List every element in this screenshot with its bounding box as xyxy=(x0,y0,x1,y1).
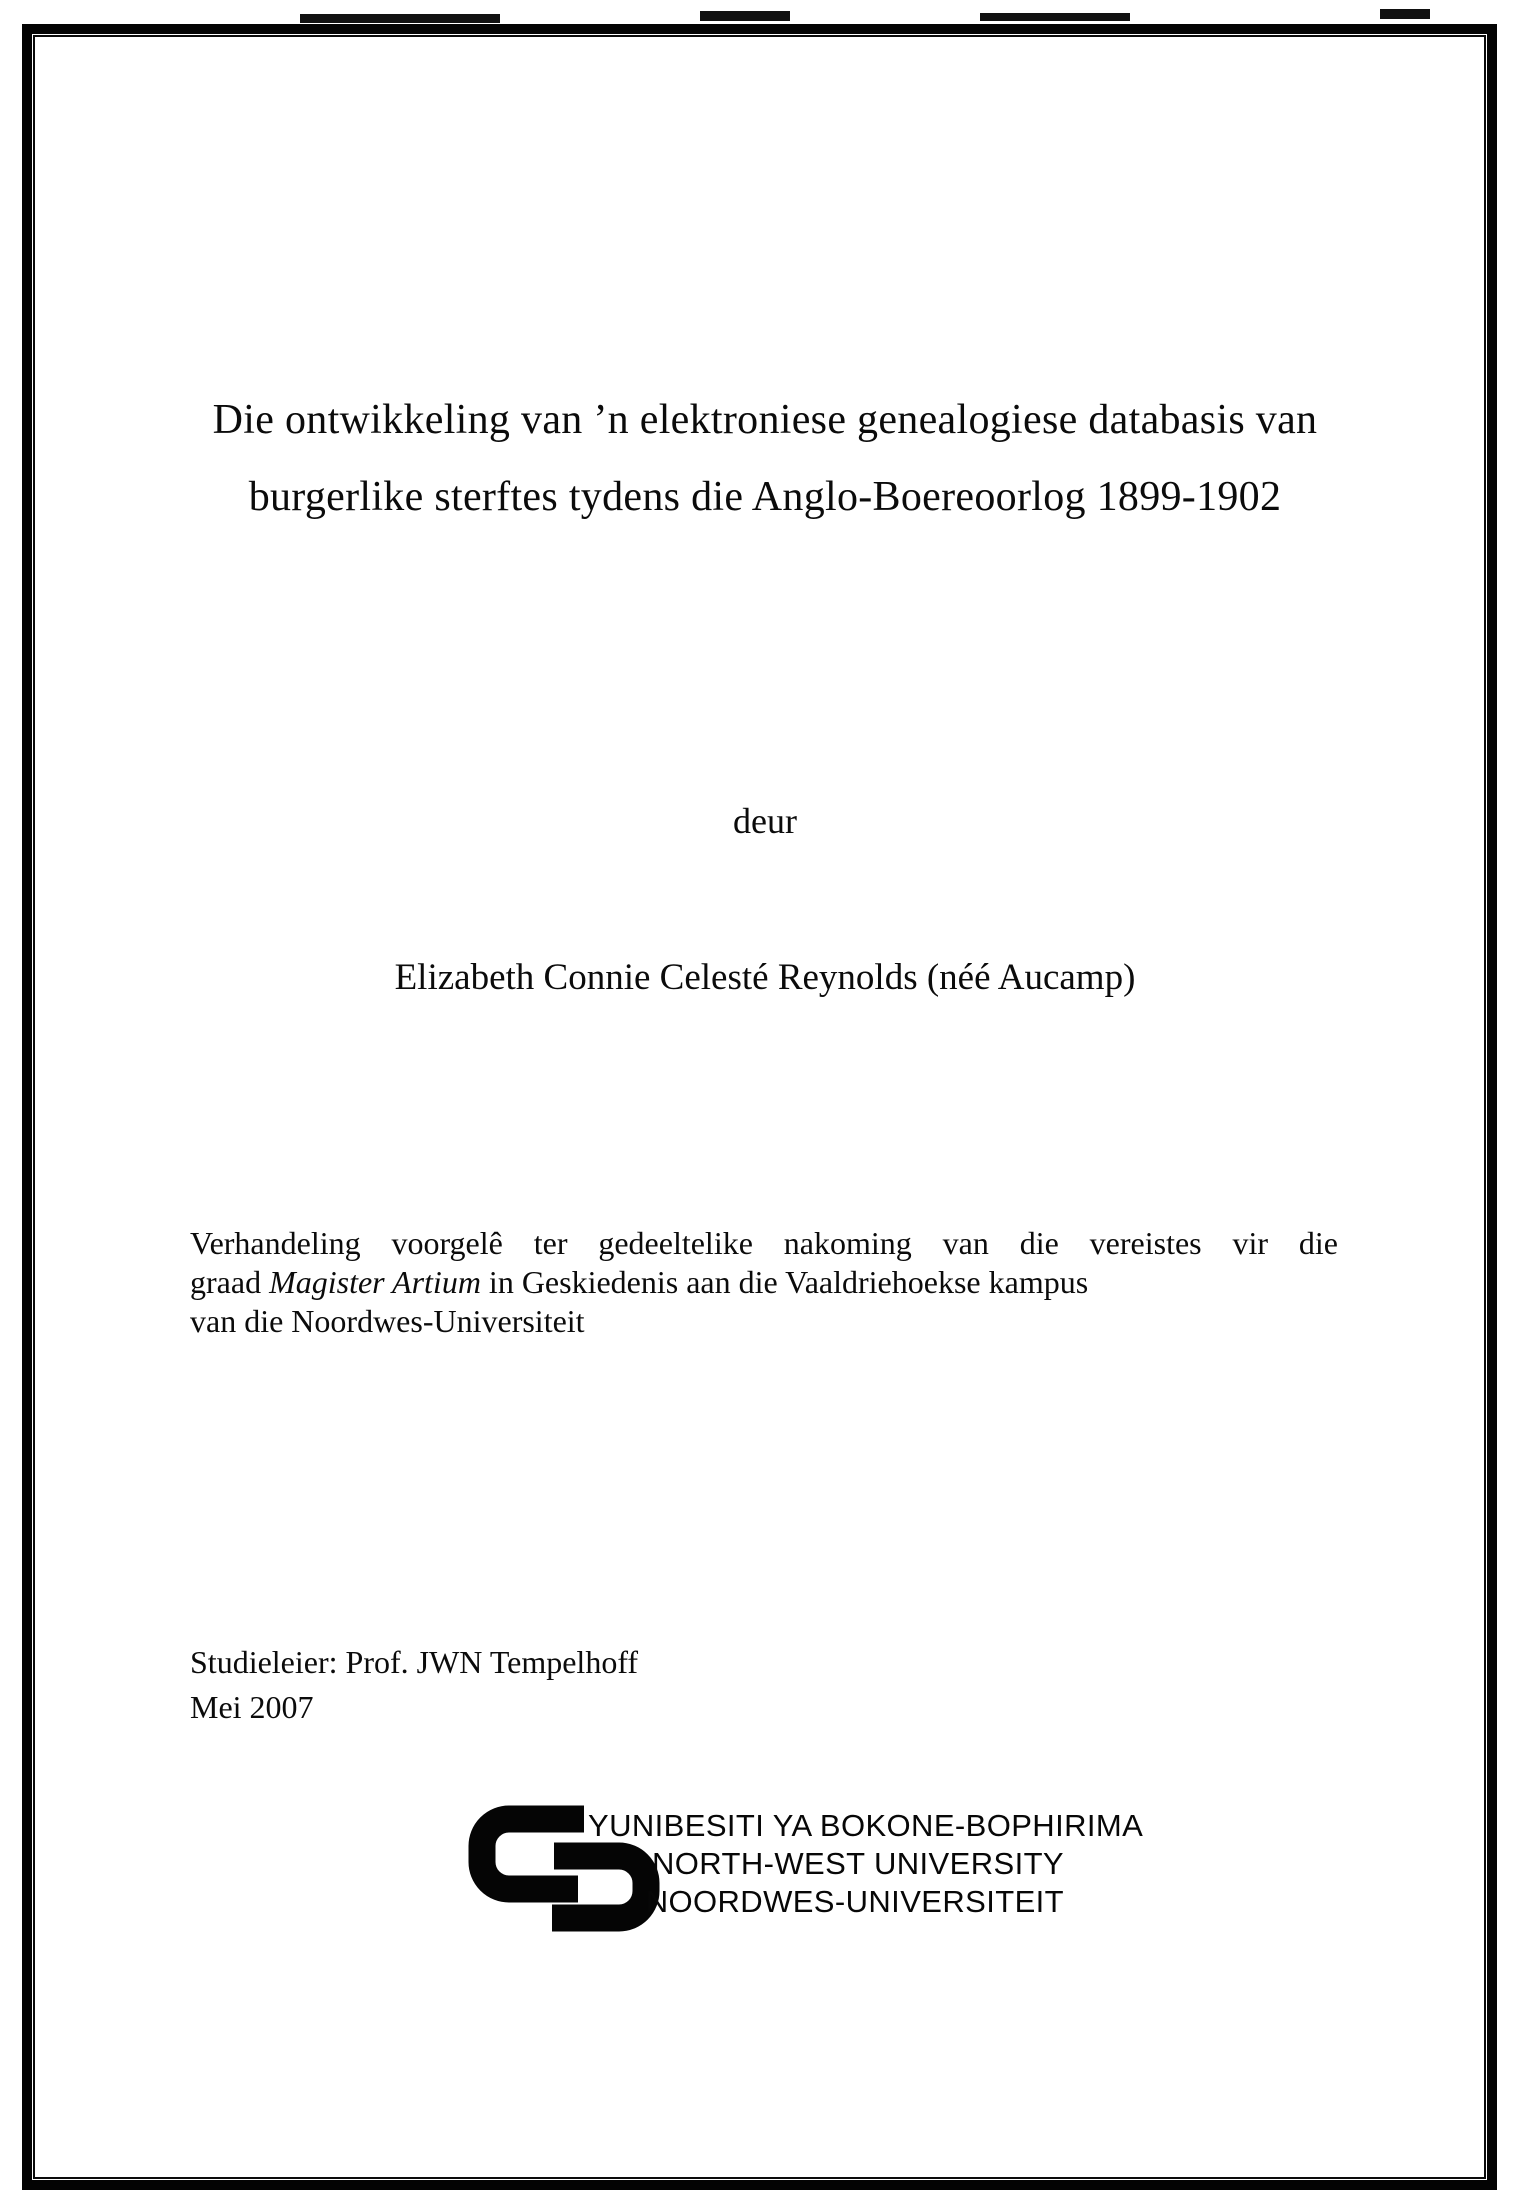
logo-line-english: NORTH-WEST UNIVERSITY xyxy=(651,1846,1064,1881)
university-logo xyxy=(468,1805,1144,1935)
degree-statement-line2-prefix: graad xyxy=(190,1264,270,1300)
degree-statement-line1: Verhandeling voorgelê ter gedeeltelike nakoming van die vereistes vir die xyxy=(190,1225,1338,1261)
scan-artifact xyxy=(700,11,790,21)
degree-statement-line2 xyxy=(190,1263,1338,1302)
scan-artifact xyxy=(300,14,500,23)
thesis-title xyxy=(190,382,1340,536)
degree-name-italic: Magister Artium xyxy=(269,1264,481,1300)
thesis-title-line1: Die ontwikkeling van ’n elektroniese genealogiese databasis van xyxy=(212,397,1318,443)
scan-artifact xyxy=(1380,9,1430,19)
supervisor-line: Studieleier: Prof. JWN Tempelhoff xyxy=(190,1644,639,1680)
scan-artifact xyxy=(980,13,1130,21)
logo-line-setswana: YUNIBESITI YA BOKONE-BOPHIRIMA xyxy=(588,1808,1144,1843)
thesis-title-line2: burgerlike sterftes tydens die Anglo-Boereoorlog 1899-1902 xyxy=(248,474,1282,520)
date-line: Mei 2007 xyxy=(190,1689,314,1725)
author-name: Elizabeth Connie Celesté Reynolds (néé Aucamp) xyxy=(394,957,1136,998)
university-logo-text xyxy=(588,1807,1144,1921)
degree-statement-line3: van die Noordwes-Universiteit xyxy=(190,1303,585,1339)
byline-preposition: deur xyxy=(733,801,797,841)
supervisor-block xyxy=(190,1640,1090,1730)
degree-statement xyxy=(190,1224,1338,1341)
degree-statement-line2-suffix: in Geskiedenis aan die Vaaldriehoekse kampus xyxy=(480,1264,1089,1300)
logo-line-afrikaans: NOORDWES-UNIVERSITEIT xyxy=(645,1884,1064,1919)
